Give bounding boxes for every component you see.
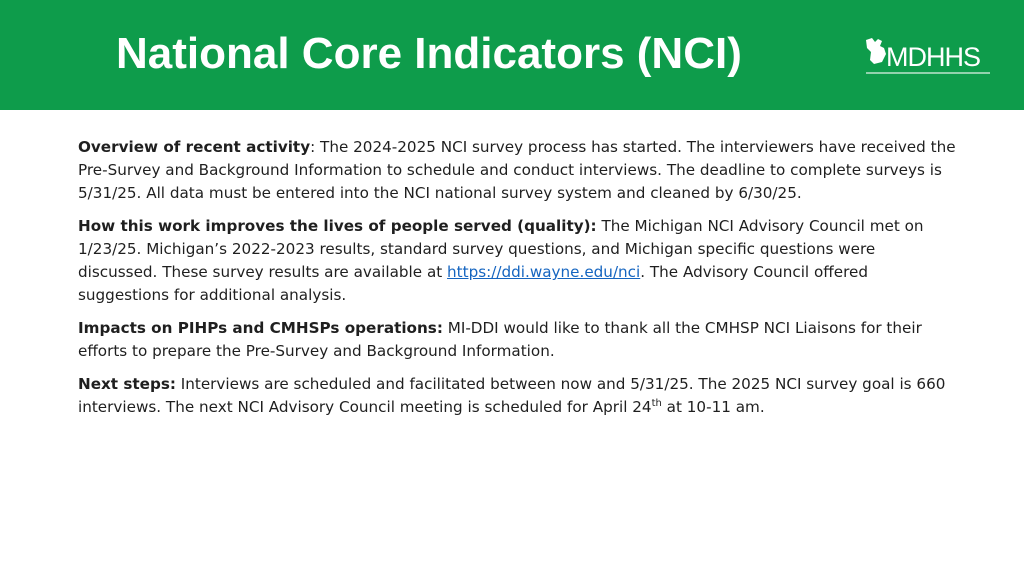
slide-body bbox=[78, 136, 958, 429]
next-steps-paragraph bbox=[78, 373, 958, 419]
page-title: National Core Indicators (NCI) bbox=[116, 29, 742, 78]
quality-paragraph bbox=[78, 215, 958, 307]
overview-label: Overview of recent activity bbox=[78, 138, 311, 156]
quality-label: How this work improves the lives of people served (quality): bbox=[78, 217, 597, 235]
next-steps-label: Next steps: bbox=[78, 375, 176, 393]
nci-results-link[interactable]: https://ddi.wayne.edu/nci bbox=[447, 263, 641, 281]
title-bar bbox=[0, 0, 1024, 110]
overview-text: : The 2024-2025 NCI survey process has started. The interviewers have received the Pre-Survey and Background Information to schedule and conduct interviews. The deadline to complete surveys is 5/31/25. All data must be entered into the NCI national survey system and cleaned by 6/30/25. bbox=[78, 138, 956, 202]
logo-underline bbox=[866, 72, 990, 74]
quality-text-2: . The Advisory Council offered suggestions for additional analysis. bbox=[78, 263, 868, 304]
overview-paragraph bbox=[78, 136, 958, 205]
logo-text: MDHHS bbox=[886, 42, 980, 72]
impacts-paragraph bbox=[78, 317, 958, 363]
next-steps-text-1: Interviews are scheduled and facilitated between now and 5/31/25. The 2025 NCI survey goal is 660 interviews. The next NCI Advisory Council meeting is scheduled for April 24 bbox=[78, 375, 946, 416]
quality-text-1: The Michigan NCI Advisory Council met on 1/23/25. Michigan’s 2022-2023 results, standard survey questions, and Michigan specific questions were discussed. These survey results are available at bbox=[78, 217, 924, 281]
impacts-label: Impacts on PIHPs and CMHSPs operations: bbox=[78, 319, 443, 337]
impacts-text: MI-DDI would like to thank all the CMHSP NCI Liaisons for their efforts to prepare the Pre-Survey and Background Information. bbox=[78, 319, 922, 360]
mdhhs-logo bbox=[862, 28, 992, 82]
ordinal-suffix: th bbox=[651, 397, 662, 409]
next-steps-text-2: at 10-11 am. bbox=[661, 398, 765, 416]
